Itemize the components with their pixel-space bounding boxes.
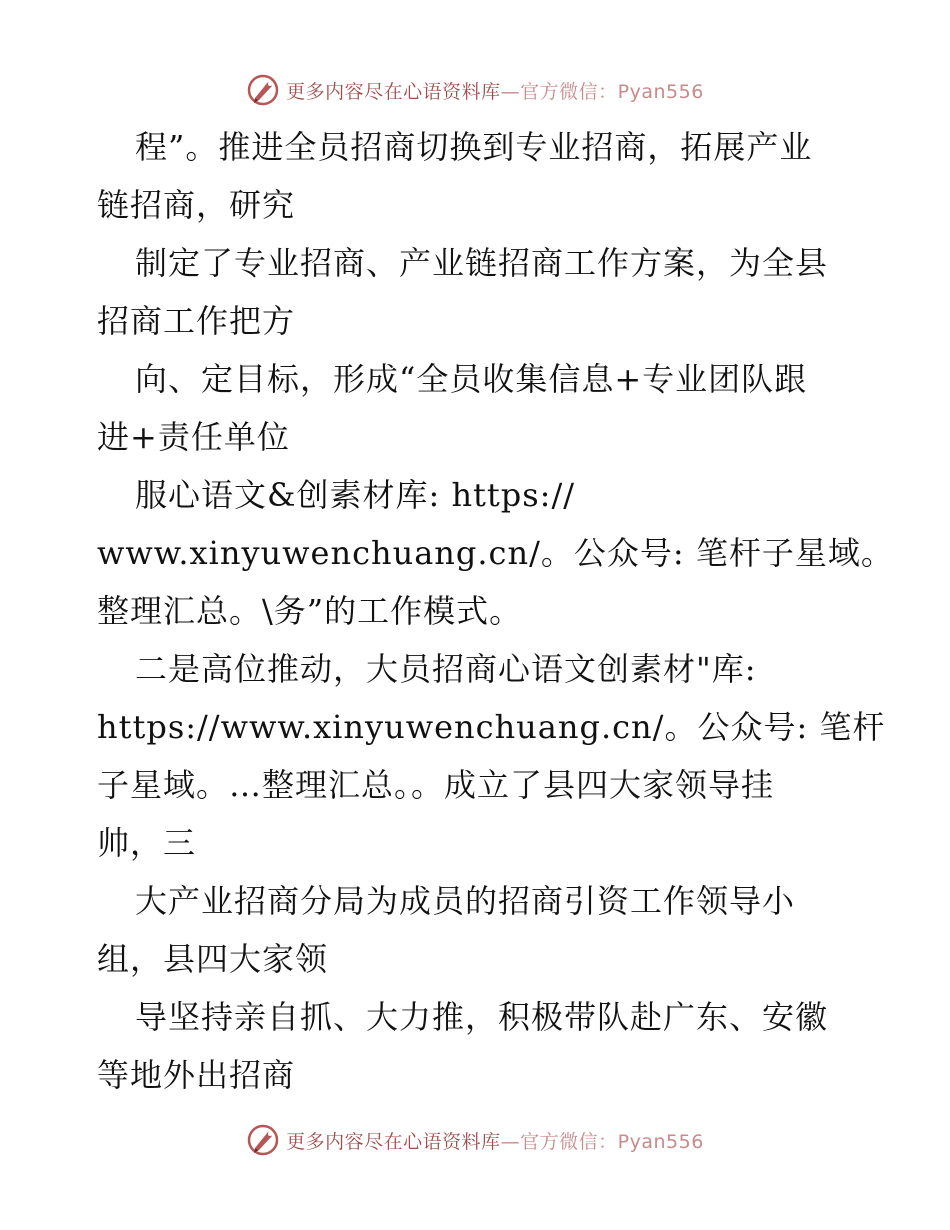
text-line: 帅，三 <box>97 824 197 862</box>
pen-nib-logo-icon <box>246 73 280 107</box>
text-line: 组，县四大家领 <box>97 940 329 978</box>
text-line: 二是高位推动，大员招商心语文创素材"库: <box>135 650 757 688</box>
text-line: 链招商，研究 <box>97 186 296 224</box>
banner-separator: — <box>500 80 521 103</box>
banner-contact-text: 官方微信：Pyan556 <box>520 80 704 103</box>
banner-main-text: 更多内容尽在心语资料库 <box>286 80 501 103</box>
text-line: 导坚持亲自抓、大力推，积极带队赴广东、安徽 <box>135 998 829 1036</box>
text-line: 子星域。…整理汇总。。成立了县四大家领导挂 <box>97 766 775 804</box>
text-line: 整理汇总。\务”的工作模式。 <box>97 592 523 630</box>
text-line: www.xinyuwenchuang.cn/。公众号: 笔杆子星域。 <box>97 534 894 572</box>
text-line: 等地外出招商 <box>97 1056 296 1094</box>
text-line: 大产业招商分局为成员的招商引资工作领导小 <box>135 882 796 920</box>
header-watermark-banner <box>0 70 950 110</box>
text-line: https://www.xinyuwenchuang.cn/。公众号: 笔杆 <box>97 708 886 746</box>
banner-text <box>286 77 704 104</box>
banner-separator: — <box>500 1130 521 1153</box>
text-line: 程”。推进全员招商切换到专业招商，拓展产业 <box>135 128 813 166</box>
banner-contact-text: 官方微信：Pyan556 <box>520 1130 704 1153</box>
text-line: 招商工作把方 <box>97 302 296 340</box>
text-line: 服心语文&创素材库: https:// <box>135 476 576 514</box>
document-body <box>97 118 894 1104</box>
footer-watermark-banner <box>0 1120 950 1160</box>
banner-main-text: 更多内容尽在心语资料库 <box>286 1130 501 1153</box>
banner-text <box>286 1127 704 1154</box>
pen-nib-logo-icon <box>246 1123 280 1157</box>
text-line: 制定了专业招商、产业链招商工作方案，为全县 <box>135 244 829 282</box>
text-line: 进+责任单位 <box>97 418 290 456</box>
text-line: 向、定目标，形成“全员收集信息+专业团队跟 <box>135 360 808 398</box>
